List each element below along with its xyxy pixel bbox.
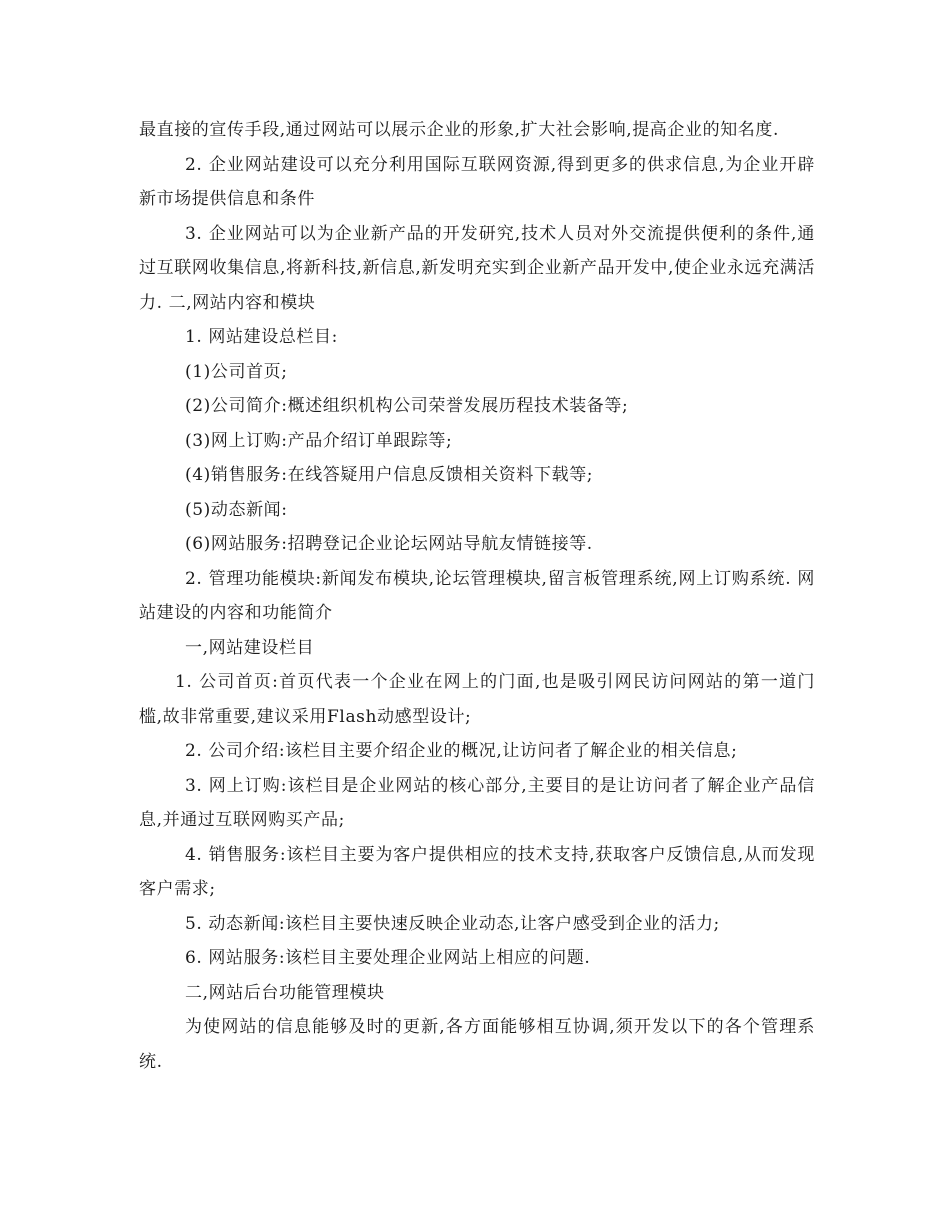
paragraph-item-2: 2. 企业网站建设可以充分利用国际互联网资源,得到更多的供求信息,为企业开辟新市场提供信息和条件 xyxy=(139,154,815,209)
list-item-site-service: (6)网站服务:招聘登记企业论坛网站导航友情链接等. xyxy=(185,534,593,554)
paragraph-column-sales: 4. 销售服务:该栏目主要为客户提供相应的技术支持,获取客户反馈信息,从而发现客户需求; xyxy=(139,844,815,899)
paragraph-item-3: 3. 企业网站可以为企业新产品的开发研究,技术人员对外交流提供便利的条件,通过互联网收集信息,将新科技,新信息,新发明充实到企业新产品开发中,使企业永远充满活力. 二,网站内容和模块 xyxy=(139,223,815,313)
paragraph-site-columns: 1. 网站建设总栏目: xyxy=(185,327,338,347)
paragraph-column-homepage: 1. 公司首页:首页代表一个企业在网上的门面,也是吸引网民访问网站的第一道门槛,故非常重要,建议采用Flash动感型设计; xyxy=(139,672,815,727)
document-body xyxy=(139,113,815,1079)
paragraph-column-ordering: 3. 网上订购:该栏目是企业网站的核心部分,主要目的是让访问者了解企业产品信息,并通过互联网购买产品; xyxy=(139,775,815,830)
paragraph-backend-intro: 为使网站的信息能够及时的更新,各方面能够相互协调,须开发以下的各个管理系统. xyxy=(139,1017,815,1072)
section-heading-backend: 二,网站后台功能管理模块 xyxy=(185,982,385,1003)
list-item-ordering: (3)网上订购:产品介绍订单跟踪等; xyxy=(185,430,453,451)
list-item-news: (5)动态新闻: xyxy=(185,499,288,520)
paragraph-column-intro: 2. 公司介绍:该栏目主要介绍企业的概况,让访问者了解企业的相关信息; xyxy=(185,741,738,761)
list-item-homepage: (1)公司首页; xyxy=(185,361,288,382)
list-item-sales-service: (4)销售服务:在线答疑用户信息反馈相关资料下载等; xyxy=(185,465,594,485)
paragraph-column-news: 5. 动态新闻:该栏目主要快速反映企业动态,让客户感受到企业的活力; xyxy=(185,913,720,934)
paragraph-intro: 最直接的宣传手段,通过网站可以展示企业的形象,扩大社会影响,提高企业的知名度. xyxy=(139,120,780,140)
paragraph-column-service: 6. 网站服务:该栏目主要处理企业网站上相应的问题. xyxy=(185,948,591,968)
list-item-profile: (2)公司简介:概述组织机构公司荣誉发展历程技术装备等; xyxy=(185,396,629,416)
paragraph-management-modules: 2. 管理功能模块:新闻发布模块,论坛管理模块,留言板管理系统,网上订购系统. 网站建设的内容和功能简介 xyxy=(139,568,815,623)
section-heading-columns: 一,网站建设栏目 xyxy=(185,637,315,658)
